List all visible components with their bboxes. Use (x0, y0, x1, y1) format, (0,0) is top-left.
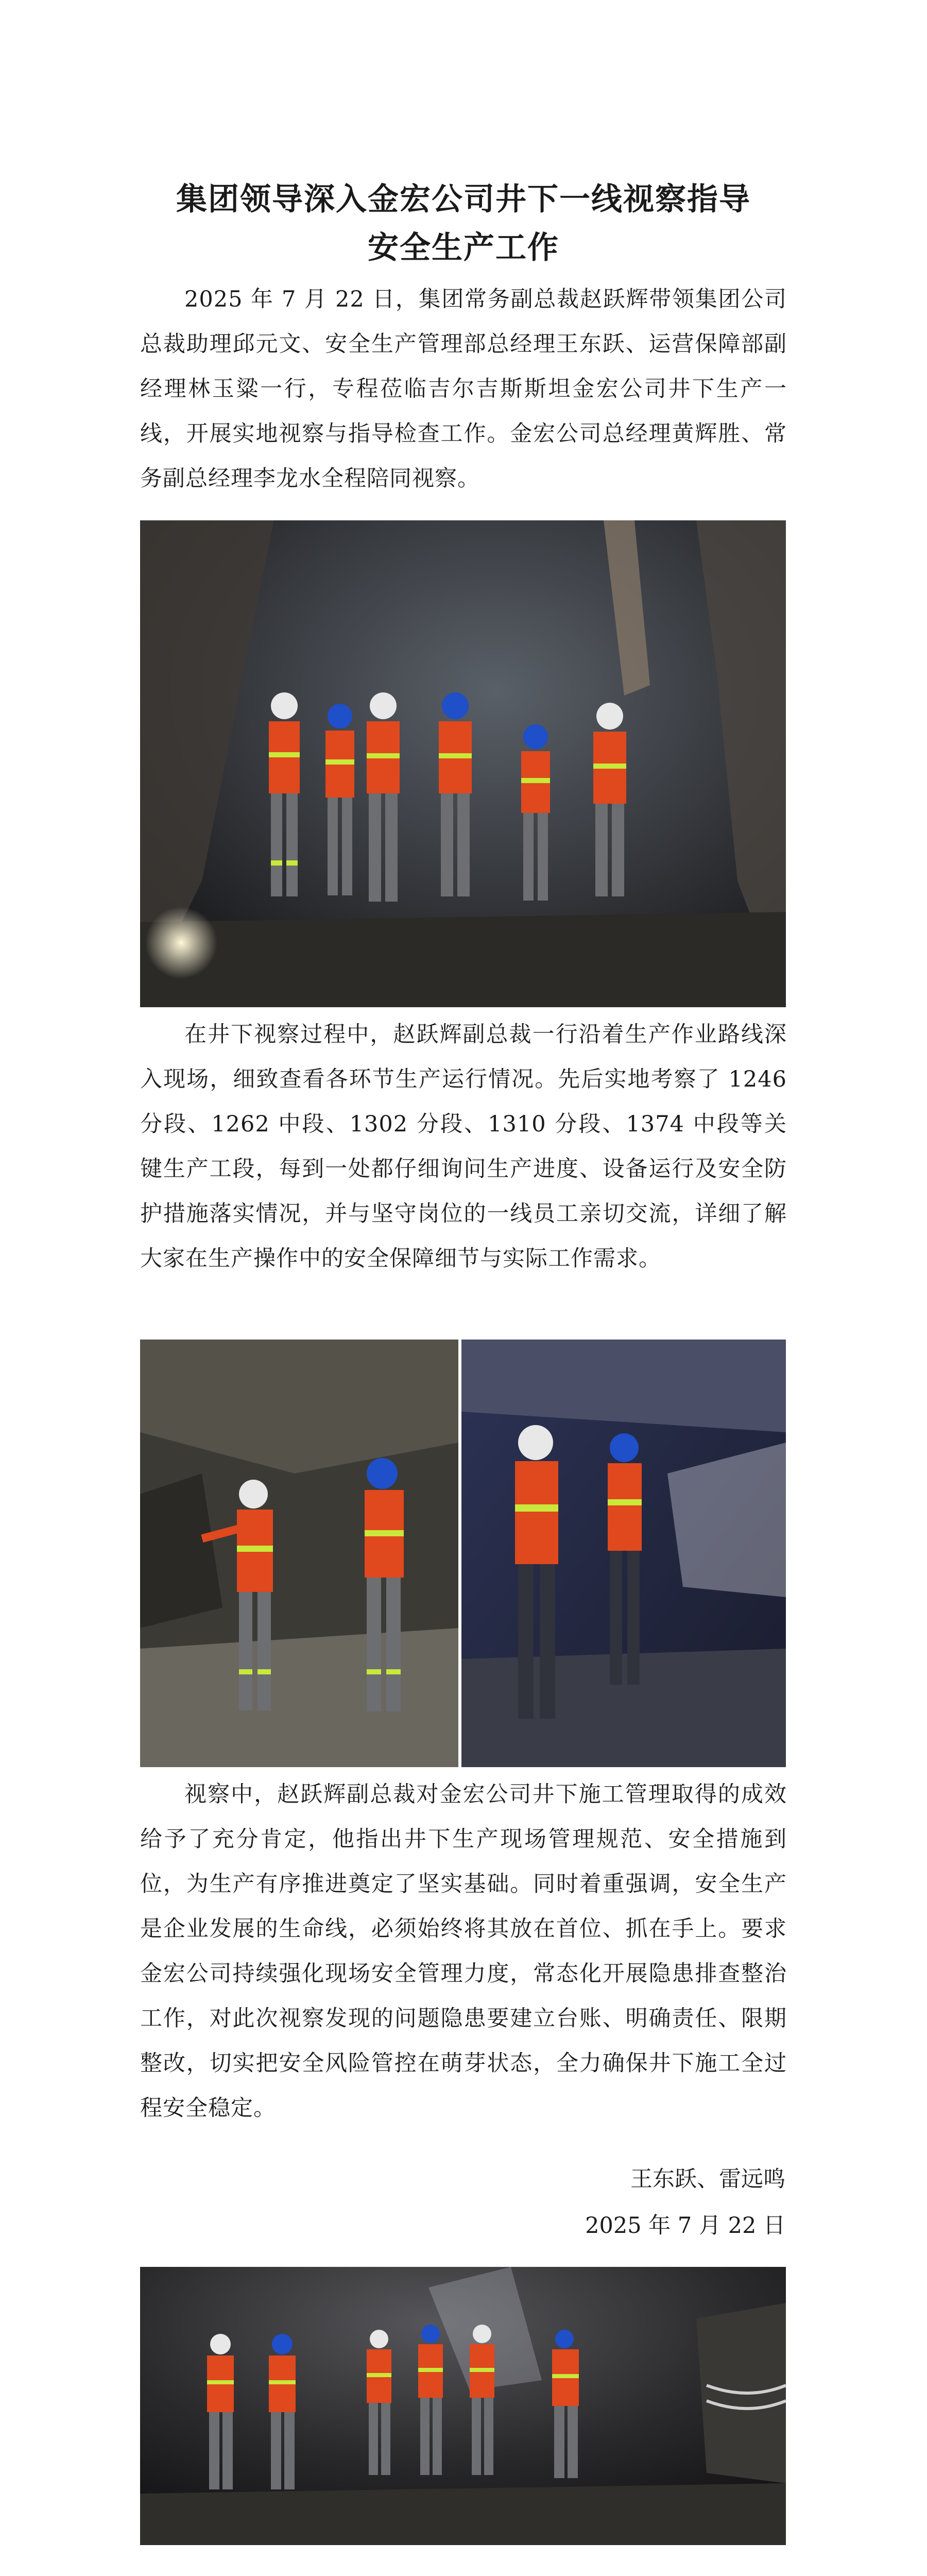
photo-group-tunnel (140, 2267, 786, 2545)
photo-group-underground-image (140, 520, 786, 1007)
photo-inspection-right-image (461, 1340, 786, 1767)
photo-group-underground (140, 520, 786, 1007)
title-line-1: 集团领导深入金宏公司井下一线视察指导 (176, 181, 751, 217)
article-title (139, 175, 788, 272)
paragraph-remarks: 视察中，赵跃辉副总裁对金宏公司井下施工管理取得的成效给予了充分肯定，他指出井下生产现场管理规范、安全措施到位，为生产有序推进奠定了坚实基础。同时着重强调，安全生产是企业发展的生命线，必须始终将其放在首位、抓在手上。要求金宏公司持续强化现场安全管理力度，常态化开展隐患排查整治工作，对此次视察发现的问题隐患要建立台账、明确责任、限期整改，切实把安全风险管控在萌芽状态，全力确保井下施工全过程安全稳定。 (140, 1782, 787, 2121)
paragraph-intro: 2025 年 7 月 22 日，集团常务副总裁赵跃辉带领集团公司总裁助理邱元文、安全生产管理部总经理王东跃、运营保障部副经理林玉粱一行，专程莅临吉尔吉斯斯坦金宏公司井下生产一线，开展实地视察与指导检查工作。金宏公司总经理黄辉胜、常务副总经理李龙水全程陪同视察。 (140, 286, 787, 492)
photo-group-tunnel-image (140, 2267, 786, 2545)
paragraph-inspection: 在井下视察过程中，赵跃辉副总裁一行沿着生产作业路线深入现场，细致查看各环节生产运行情况。先后实地考察了 1246 分段、1262 中段、1302 分段、1310 分段、1374 中段等关键生产工段，每到一处都仔细询问生产进度、设备运行及安全防护措施落实情况，并与坚守岗位的一线员工亲切交流，详细了解大家在生产操作中的安全保障细节与实际工作需求。 (140, 1022, 787, 1272)
title-line-2: 安全生产工作 (368, 230, 559, 266)
author-line: 王东跃、雷远鸣 (630, 2166, 785, 2192)
date-line: 2025 年 7 月 22 日 (585, 2213, 785, 2239)
photo-inspection-right (461, 1340, 786, 1767)
photo-inspection-left (140, 1340, 458, 1767)
photo-inspection-left-image (140, 1340, 458, 1767)
